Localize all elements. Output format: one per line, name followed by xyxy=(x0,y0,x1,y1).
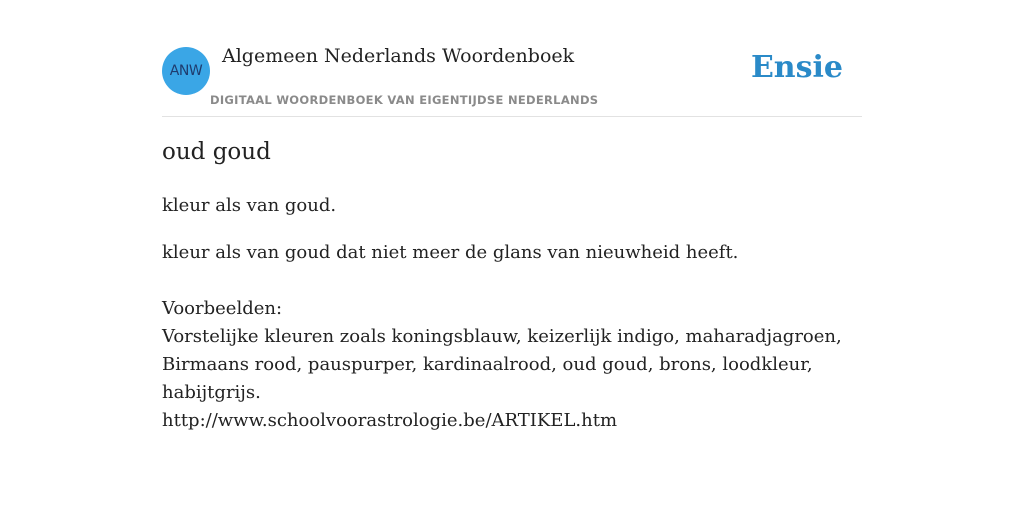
source-url: http://www.schoolvoorastrologie.be/ARTIKEL.htm xyxy=(162,410,618,431)
anw-logo[interactable]: ANW xyxy=(162,47,210,95)
example-line: Birmaans rood, pauspurper, kardinaalrood, oud goud, brons, loodkleur, xyxy=(162,354,813,375)
site-title[interactable]: Algemeen Nederlands Woordenboek xyxy=(222,45,575,67)
example-line: Vorstelijke kleuren zoals koningsblauw, keizerlijk indigo, maharadjagroen, xyxy=(162,326,842,347)
examples-label: Voorbeelden: xyxy=(162,298,283,319)
ensie-logo[interactable]: Ensie xyxy=(750,50,843,85)
short-definition: kleur als van goud. xyxy=(162,195,337,216)
site-subtitle: DIGITAAL WOORDENBOEK VAN EIGENTIJDSE NEDERLANDS xyxy=(210,93,599,107)
page-title: oud goud xyxy=(162,139,271,165)
example-line: habijtgrijs. xyxy=(162,382,261,403)
examples-block xyxy=(162,295,842,435)
definition: kleur als van goud dat niet meer de glans van nieuwheid heeft. xyxy=(162,242,739,263)
site-header xyxy=(162,0,862,117)
